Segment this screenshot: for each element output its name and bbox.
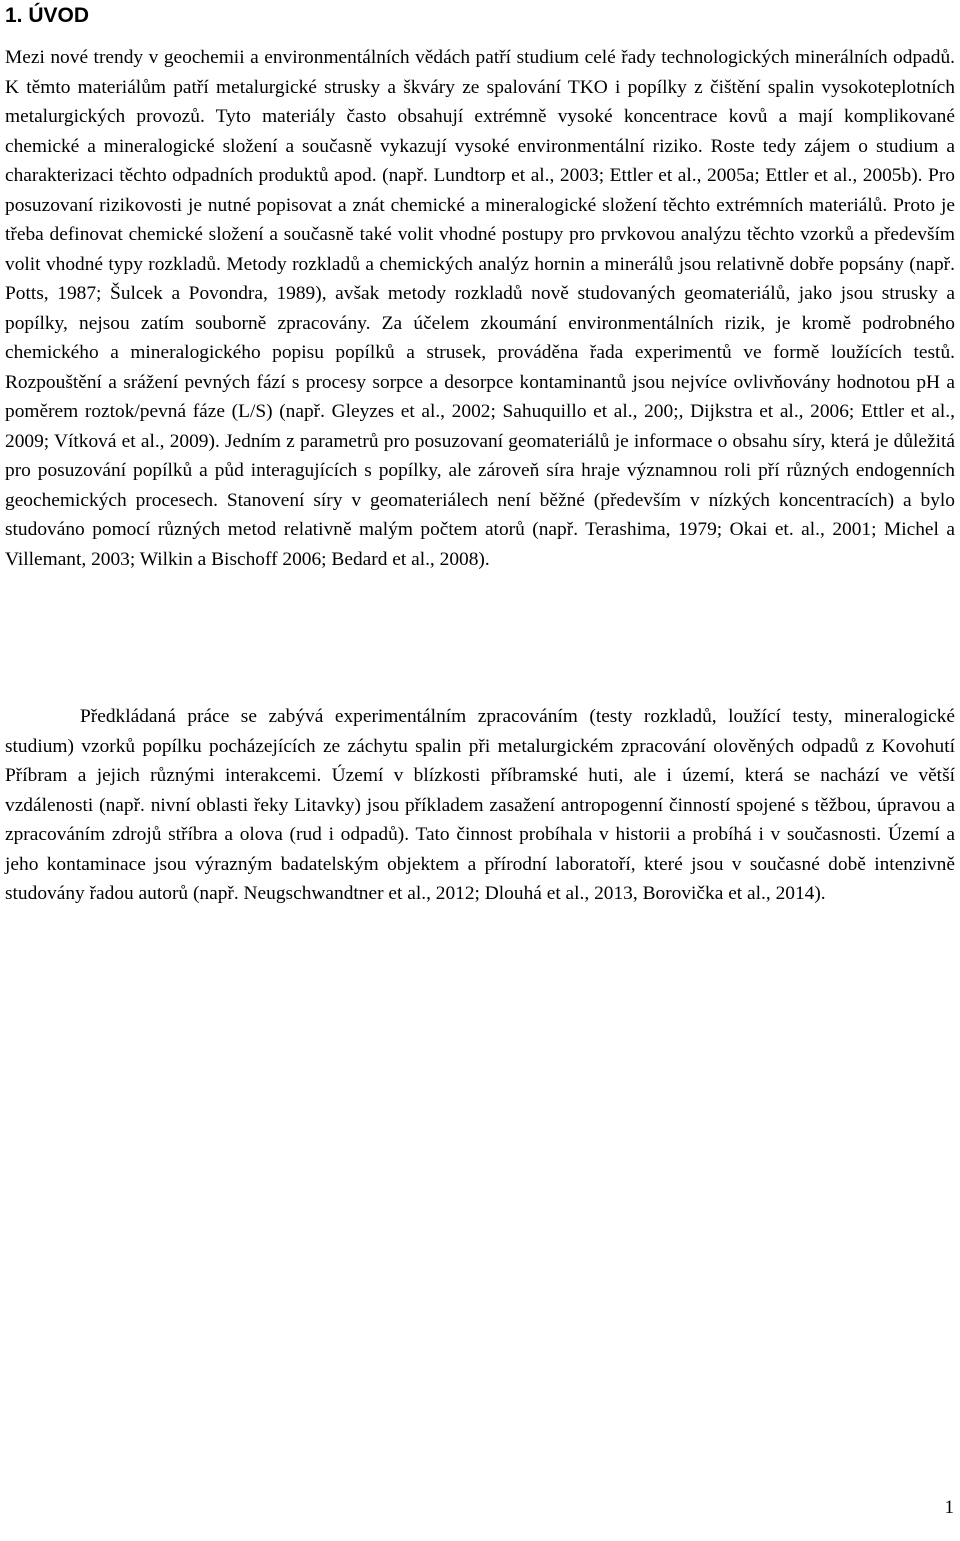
page-number: 1 (944, 1497, 954, 1518)
paragraph-aim: Předkládaná práce se zabývá experimentálním zpracováním (testy rozkladů, loužící testy, mineralogické studium) vzorků popílku pocházejících ze záchytu spalin při metalurgickém zpracování olověných odpadů z Kovohutí Příbram a jejich různými interakcemi. Území v blízkosti příbramské huti, ale i území, která se nachází ve větší vzdálenosti (např. nivní oblasti řeky Litavky) jsou příkladem zasažení antropogenní činností spojené s těžbou, úpravou a zpracováním zdrojů stříbra a olova (rud i odpadů). Tato činnost probíhala v historii a probíhá i v současnosti. Území a jeho kontaminace jsou výrazným badatelským objektem a přírodní laboratoří, které jsou v současné době intenzivně studovány řadou autorů (např. Neugschwandtner et al., 2012; Dlouhá et al., 2013, Borovička et al., 2014). (5, 706, 955, 904)
section-heading: 1. ÚVOD (5, 4, 90, 27)
paragraph-intro: Mezi nové trendy v geochemii a environmentálních vědách patří studium celé řady technologických minerálních odpadů. K těmto materiálům patří metalurgické strusky a škváry ze spalování TKO i popílky z čištění spalin vysokoteplotních metalurgických provozů. Tyto materiály často obsahují extrémně vysoké koncentrace kovů a mají komplikované chemické a mineralogické složení a současně vykazují vysoké environmentální riziko. Roste tedy zájem o studium a charakterizaci těchto odpadních produktů apod. (např. Lundtorp et al., 2003; Ettler et al., 2005a; Ettler et al., 2005b). Pro posuzovaní rizikovosti je nutné popisovat a znát chemické a mineralogické složení těchto extrémních materiálů. Proto je třeba definovat chemické složení a současně také volit vhodné postupy pro prvkovou analýzu těchto vzorků a především volit vhodné typy rozkladů. Metody rozkladů a chemických analýz hornin a minerálů jsou relativně dobře popsány (např. Potts, 1987; Šulcek a Povondra, 1989), avšak metody rozkladů nově studovaných geomateriálů, jako jsou strusky a popílky, nejsou zatím souborně zpracovány. Za účelem zkoumání environmentálních rizik, je kromě podrobného chemického a mineralogického popisu popílků a strusek, prováděna řada experimentů ve formě loužících testů. Rozpouštění a srážení pevných fází s procesy sorpce a desorpce kontaminantů jsou nejvíce ovlivňovány hodnotou pH a poměrem roztok/pevná fáze (L/S) (např. Gleyzes et al., 2002; Sahuquillo et al., 200;, Dijkstra et al., 2006; Ettler et al., 2009; Vítková et al., 2009). Jedním z parametrů pro posuzovaní geomateriálů je informace o obsahu síry, která je důležitá pro posuzování popílků a půd interagujících s popílky, ale zároveň síra hraje významnou roli pří různých endogenních geochemických procesech. Stanovení síry v geomateriálech není běžné (především v nízkých koncentracích) a bylo studováno pomocí různých metod relativně malým počtem atorů (např. Terashima, 1979; Okai et. al., 2001; Michel a Villemant, 2003; Wilkin a Bischoff 2006; Bedard et al., 2008). (5, 47, 955, 570)
